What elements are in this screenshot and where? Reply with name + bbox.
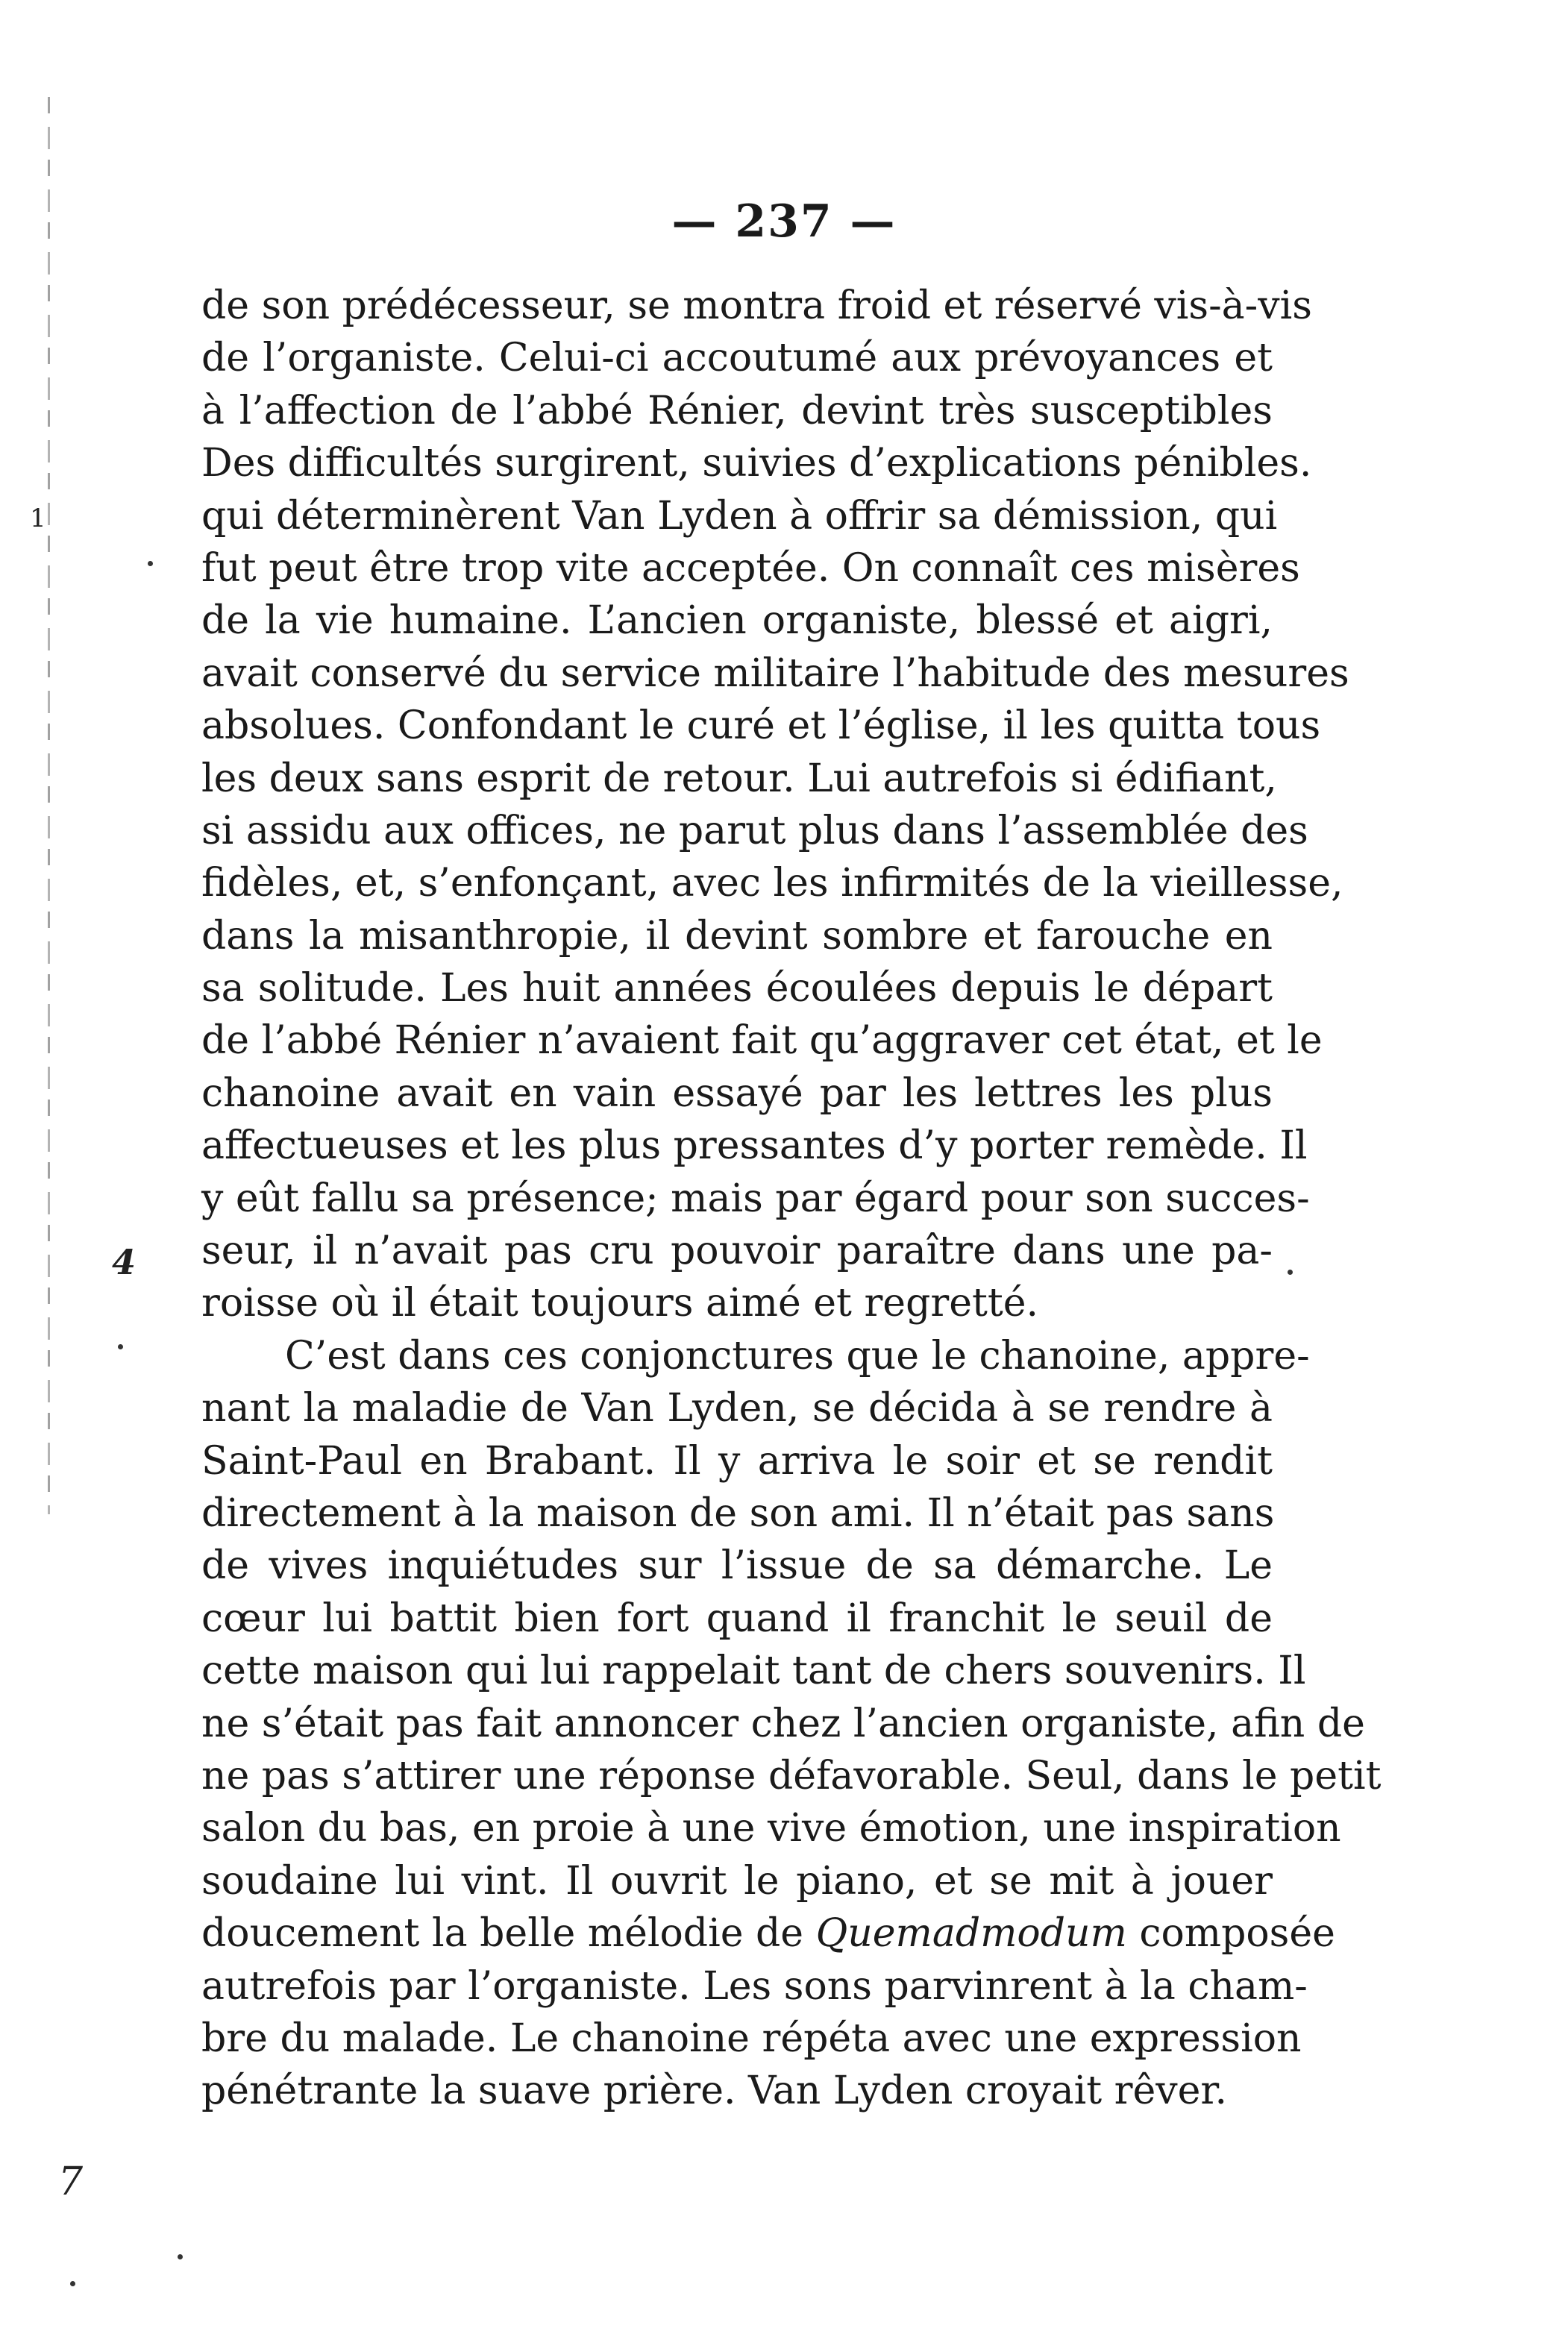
text-line: les deux sans esprit de retour. Lui autrefois si édifiant, [201, 756, 1277, 801]
text-line: de l’organiste. Celui-ci accoutumé aux prévoyances et [201, 336, 1273, 381]
scan-margin-rule [48, 97, 50, 1514]
scan-speck [178, 2254, 183, 2259]
scan-speck [148, 561, 153, 566]
text-line: pénétrante la suave prière. Van Lyden croyait rêver. [201, 2068, 1228, 2114]
scan-speck [1288, 1270, 1293, 1275]
text-line: cette maison qui lui rappelait tant de chers souvenirs. Il [201, 1649, 1306, 1694]
text-line: de son prédécesseur, se montra froid et réservé vis-à-vis [201, 283, 1312, 328]
margin-mark: 4 [112, 1242, 137, 1282]
text-line: fut peut être trop vite acceptée. On connaît ces misères [201, 545, 1300, 591]
text-line: directement à la maison de son ami. Il n’était pas sans [201, 1490, 1275, 1536]
text-line: Saint-Paul en Brabant. Il y arriva le soir et se rendit [201, 1438, 1273, 1484]
text-line: de l’abbé Rénier n’avaient fait qu’aggraver cet état, et le [201, 1018, 1323, 1064]
text-segment: doucement la belle mélodie de [201, 1911, 816, 1957]
text-line: soudaine lui vint. Il ouvrit le piano, et se mit à jouer [201, 1858, 1273, 1904]
text-line: y eût fallu sa présence; mais par égard pour son succes- [201, 1176, 1310, 1221]
text-line: cœur lui battit bien fort quand il franchit le seuil de [201, 1596, 1273, 1641]
paragraph [201, 280, 1349, 1330]
text-line: seur, il n’avait pas cru pouvoir paraître dans une pa- [201, 1229, 1273, 1274]
text-line: Des difficultés surgirent, suivies d’explications pénibles. [201, 441, 1312, 486]
margin-mark: 7 [58, 2159, 84, 2204]
text-line: bre du malade. Le chanoine répéta avec une expression [201, 2016, 1302, 2061]
text-line: dans la misanthropie, il devint sombre et farouche en [201, 913, 1273, 959]
scan-speck [118, 1344, 123, 1349]
margin-mark: 1 [30, 504, 46, 533]
text-line: ne s’était pas fait annoncer chez l’ancien organiste, afin de [201, 1701, 1365, 1746]
page-number: — 237 — [671, 195, 897, 248]
text-line: autrefois par l’organiste. Les sons parvinrent à la cham- [201, 1963, 1308, 2009]
text-line: roisse où il était toujours aimé et regretté. [201, 1281, 1039, 1326]
body-text [201, 280, 1382, 2118]
text-line: ne pas s’attirer une réponse défavorable. Seul, dans le petit [201, 1753, 1382, 1798]
text-line [201, 1907, 1335, 1960]
text-line: chanoine avait en vain essayé par les lettres les plus [201, 1070, 1273, 1116]
text-line: si assidu aux offices, ne parut plus dans l’assemblée des [201, 808, 1308, 853]
scan-speck [70, 2281, 75, 2286]
text-line: affectueuses et les plus pressantes d’y porter remède. Il [201, 1123, 1308, 1169]
text-line: nant la maladie de Van Lyden, se décida à se rendre à [201, 1386, 1273, 1431]
text-line: absolues. Confondant le curé et l’église, il les quitta tous [201, 703, 1321, 749]
text-line: avait conservé du service militaire l’habitude des mesures [201, 650, 1349, 696]
text-line: salon du bas, en proie à une vive émotion, une inspiration [201, 1806, 1341, 1851]
text-segment: composée [1126, 1911, 1335, 1957]
text-line: fidèles, et, s’enfonçant, avec les infirmités de la vieillesse, [201, 861, 1343, 906]
italic-title: Quemadmodum [815, 1911, 1127, 1957]
text-line: de vives inquiétudes sur l’issue de sa démarche. Le [201, 1543, 1273, 1589]
text-line: C’est dans ces conjonctures que le chanoine, appre- [285, 1333, 1310, 1378]
paragraph [201, 1330, 1382, 2118]
text-line: qui déterminèrent Van Lyden à offrir sa démission, qui [201, 493, 1278, 539]
text-line: de la vie humaine. L’ancien organiste, blessé et aigri, [201, 598, 1273, 644]
text-line: à l’affection de l’abbé Rénier, devint très susceptibles [201, 388, 1273, 433]
text-line: sa solitude. Les huit années écoulées depuis le départ [201, 966, 1273, 1011]
